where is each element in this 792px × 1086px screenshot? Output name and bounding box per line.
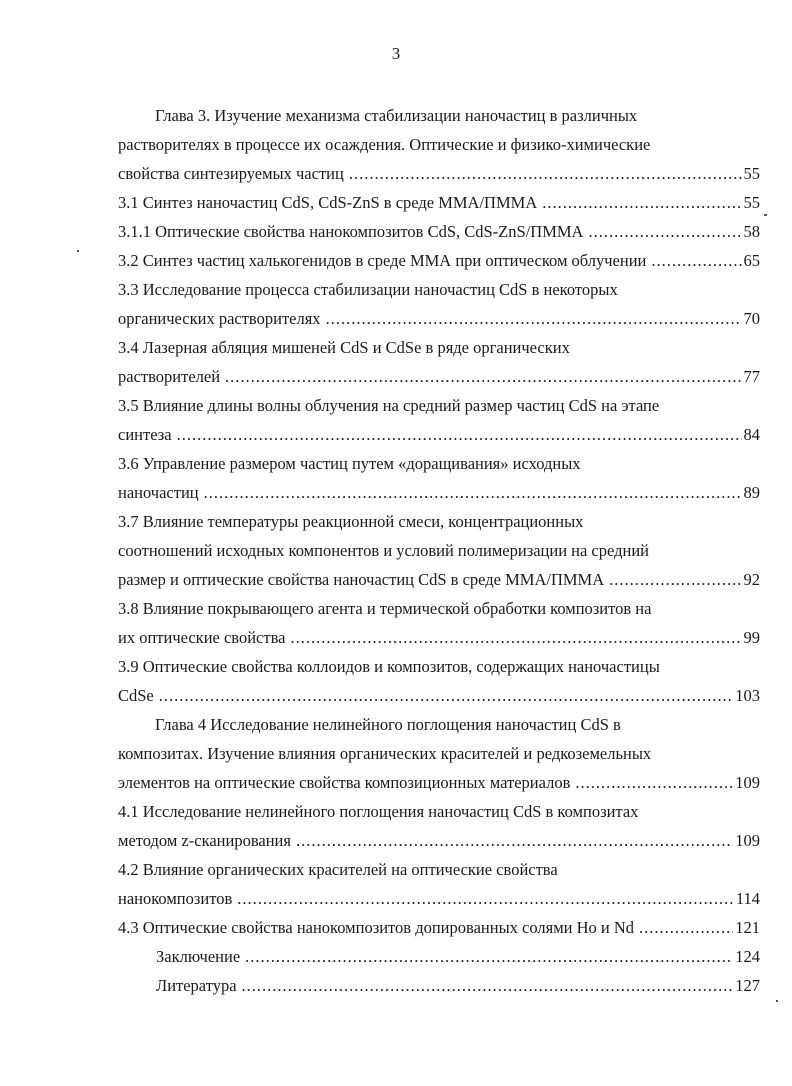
dot-leader	[651, 246, 741, 275]
toc-entry-line	[118, 623, 760, 652]
toc-entry-title: 3.6 Управление размером частиц путем «доращивания» исходных	[118, 454, 581, 473]
toc-entry-line	[118, 188, 760, 217]
toc-entry-line	[118, 739, 760, 768]
toc-entry-line	[118, 797, 760, 826]
toc-entry-title: 3.1.1 Оптические свойства нанокомпозитов CdS, CdS-ZnS/ПММА	[118, 222, 584, 241]
toc-page-number: 58	[743, 222, 760, 241]
toc-entry-line	[118, 246, 760, 275]
toc-entry-title: CdSe	[118, 686, 154, 705]
toc-entry-line	[118, 420, 760, 449]
toc-entry-title: 4.1 Исследование нелинейного поглощения наночастиц CdS в композитах	[118, 802, 639, 821]
toc-page-number: 55	[743, 193, 760, 212]
toc-entry-title: растворителей	[118, 367, 221, 386]
toc-entry-title: 3.5 Влияние длины волны облучения на средний размер частиц CdS на этапе	[118, 396, 660, 415]
toc-entry-title: Глава 3. Изучение механизма стабилизации наночастиц в различных	[155, 106, 638, 125]
scan-speck	[764, 214, 767, 216]
dot-leader	[204, 478, 742, 507]
toc-page-number: 70	[743, 309, 760, 328]
toc-entry-line	[118, 681, 760, 710]
toc-page-number: 103	[735, 686, 760, 705]
toc-entry-title: синтеза	[118, 425, 172, 444]
dot-leader	[242, 971, 734, 1000]
toc-entry-line	[118, 710, 760, 739]
toc-page-number: 84	[743, 425, 760, 444]
scan-speck	[776, 1000, 778, 1002]
toc-entry-title: 4.3 Оптические свойства нанокомпозитов допированных солями Но и Nd	[118, 918, 635, 937]
toc-entry-line	[118, 971, 760, 1000]
toc-entry-line	[118, 304, 760, 333]
dot-leader	[349, 159, 742, 188]
toc-entry-title: 3.9 Оптические свойства коллоидов и композитов, содержащих наночастицы	[118, 657, 660, 676]
toc-entry-title: свойства синтезируемых частиц	[118, 164, 344, 183]
toc-page-number: 109	[735, 831, 760, 850]
dot-leader	[588, 217, 741, 246]
toc-entry-line	[118, 652, 760, 681]
toc-entry-line	[118, 101, 760, 130]
toc-entry-line	[118, 594, 760, 623]
toc-entry-line	[118, 130, 760, 159]
toc-entry-line	[118, 478, 760, 507]
toc-entry-title: элементов на оптические свойства композиционных материалов	[118, 773, 571, 792]
dot-leader	[296, 826, 733, 855]
toc-entry-line	[118, 159, 760, 188]
toc-page-number: 127	[735, 976, 760, 995]
toc-entry-title: 3.1 Синтез наночастиц CdS, CdS-ZnS в среде ММА/ПММА	[118, 193, 538, 212]
toc-entry-title: 3.3 Исследование процесса стабилизации наночастиц CdS в некоторых	[118, 280, 618, 299]
dot-leader	[177, 420, 742, 449]
toc-page-number: 114	[735, 889, 760, 908]
toc-entry-title: размер и оптические свойства наночастиц CdS в среде ММА/ПММА	[118, 570, 605, 589]
toc-entry-title: Литература	[156, 976, 237, 995]
toc-entry-title: растворителях в процессе их осаждения. Оптические и физико-химические	[118, 135, 651, 154]
toc-page-number: 121	[735, 918, 760, 937]
toc-entry-title: 4.2 Влияние органических красителей на оптические свойства	[118, 860, 558, 879]
toc-page-number: 77	[743, 367, 760, 386]
toc-entry-title: 3.2 Синтез частиц халькогенидов в среде ММА при оптическом облучении	[118, 251, 647, 270]
toc-entry-line	[118, 884, 760, 913]
toc-page-number: 109	[735, 773, 760, 792]
toc-entry-line	[118, 333, 760, 362]
toc-entry-title: наночастиц	[118, 483, 199, 502]
dot-leader	[237, 884, 734, 913]
toc-entry-title: композитах. Изучение влияния органических красителей и редкоземельных	[118, 744, 652, 763]
toc-page-number: 92	[743, 570, 760, 589]
page-number: 3	[391, 44, 401, 63]
toc-entry-line	[118, 217, 760, 246]
toc-entry-title: методом z-сканирования	[118, 831, 291, 850]
toc-entry-line	[118, 565, 760, 594]
toc-entry-line	[118, 826, 760, 855]
toc-entry-line	[118, 942, 760, 971]
toc-entry-line	[118, 391, 760, 420]
toc-entry-title: их оптические свойства	[118, 628, 286, 647]
toc-entry-title: 3.8 Влияние покрывающего агента и термической обработки композитов на	[118, 599, 652, 618]
toc-entry-line	[118, 507, 760, 536]
scan-speck	[77, 250, 79, 252]
dot-leader	[575, 768, 733, 797]
dot-leader	[542, 188, 741, 217]
dot-leader	[245, 942, 733, 971]
toc-entry-title: 3.4 Лазерная абляция мишеней CdS и CdSe в ряде органических	[118, 338, 570, 357]
table-of-contents	[118, 101, 760, 1000]
toc-entry-line	[118, 275, 760, 304]
toc-page-number: 65	[743, 251, 760, 270]
toc-entry-line	[118, 536, 760, 565]
toc-entry-line	[118, 768, 760, 797]
toc-entry-title: органических растворителях	[118, 309, 321, 328]
toc-page-number: 124	[735, 947, 760, 966]
toc-entry-title: Глава 4 Исследование нелинейного поглощения наночастиц CdS в	[155, 715, 621, 734]
toc-entry-title: Заключение	[156, 947, 241, 966]
toc-entry-title: нанокомпозитов	[118, 889, 233, 908]
toc-page-number: 89	[743, 483, 760, 502]
toc-entry-title: соотношений исходных компонентов и условий полимеризации на средний	[118, 541, 649, 560]
dot-leader	[225, 362, 741, 391]
dot-leader	[609, 565, 741, 594]
dot-leader	[326, 304, 742, 333]
toc-entry-line	[118, 855, 760, 884]
dot-leader	[291, 623, 742, 652]
toc-entry-line	[118, 362, 760, 391]
toc-entry-title: 3.7 Влияние температуры реакционной смеси, концентрационных	[118, 512, 584, 531]
toc-page-number: 99	[743, 628, 760, 647]
dot-leader	[159, 681, 733, 710]
dot-leader	[639, 913, 733, 942]
toc-entry-line	[118, 913, 760, 942]
toc-page-number: 55	[743, 164, 760, 183]
toc-entry-line	[118, 449, 760, 478]
